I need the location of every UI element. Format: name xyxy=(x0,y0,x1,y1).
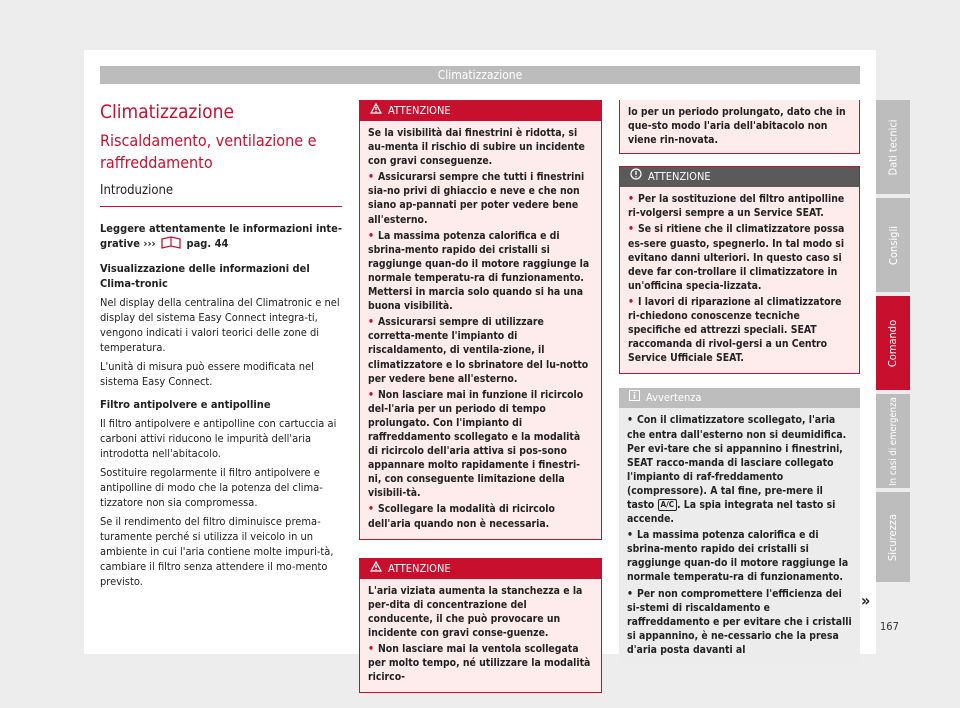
column-intro xyxy=(100,100,342,593)
column-warnings-notes xyxy=(619,100,860,665)
display-info-heading: Visualizzazione delle informazioni del Clima-tronic xyxy=(100,262,310,290)
warning-item: • I lavori di riparazione al climatizzatore ri-chiedono conoscenze tecniche specifiche ed attrezzi speciali. SEAT raccomanda di rivol-gersi a un Centro Service Ufficiale SEAT. xyxy=(628,295,842,365)
note-header xyxy=(619,388,860,408)
warning-box-service xyxy=(619,166,860,374)
page-title: Climatizzazione xyxy=(100,101,234,123)
tab-emergenza[interactable]: In casi di emergenza xyxy=(876,394,910,488)
warning-item: • Scollegare la modalità di ricircolo dell'aria quando non è necessaria. xyxy=(368,503,555,530)
warning-item: • Non lasciare mai la ventola scollegata per molto tempo, né utilizzare la modalità ricirco- xyxy=(368,643,591,684)
warning-body xyxy=(360,579,601,693)
warning-body xyxy=(360,121,601,539)
warning-body: lo per un periodo prolungato, dato che in que-sto modo l'aria dell'abitacolo non viene rin-novata. xyxy=(628,106,846,147)
note-item: • Per non compromettere l'efficienza dei si-stemi di riscaldamento e raffreddamento e per evitare che i cristalli si appannino, è ne-cessario che la presa d'aria posta davanti al xyxy=(627,587,852,656)
caution-circle-icon xyxy=(630,167,642,187)
tab-dati-tecnici[interactable]: Dati tecnici xyxy=(876,100,910,194)
note-item: • Con il climatizzatore scollegato, l'aria che entra dall'esterno non si deumidifica. Per evi-tare che si appannino i finestrini, SEAT racco-manda di lasciare collegato l'impianto di raf-freddamento (compressore). A tal fine, pre-mere il tasto A/C . La spia integrata nel tasto si accende. xyxy=(627,414,847,526)
warning-triangle-icon xyxy=(370,559,382,579)
warning-item: • Se si ritiene che il climatizzatore possa es-sere guasto, spegnerlo. In tal modo si evitano danni ulteriori. In questo caso si deve far con-trollare il climatizzatore in un'officina specia-lizzata. xyxy=(628,223,845,292)
warning-box-continued xyxy=(619,100,860,154)
note-body xyxy=(619,408,860,665)
filter-heading: Filtro antipolvere e antipolline xyxy=(100,398,271,411)
warning-body xyxy=(620,187,859,373)
page-link[interactable]: pag. 44 xyxy=(186,237,229,250)
warning-item: • Non lasciare mai in funzione il ricircolo del-l'aria per un periodo di tempo prolungato. Con l'impianto di raffreddamento scollegato e la modalità di ricircolo dell'aria attiva si pos-sono appannare molto rapidamente i finestri-ni, con conseguente limitazione della visibili-tà. xyxy=(368,388,584,500)
warning-label: ATTENZIONE xyxy=(388,104,451,117)
warning-item: • La massima potenza calorifica e di sbrina-mento rapido dei cristalli si raggiunge quan-do il motore raggiunge la normale temperatu-ra di funzionamento. Mettersi in marcia solo quando si ha una buona visibilità. xyxy=(368,229,590,313)
warning-item: • Assicurarsi sempre di utilizzare corretta-mente l'impianto di riscaldamento, di ventila-zione, il climatizzatore e lo sbrinatore del lu-notto per vedere bene all'esterno. xyxy=(368,316,589,385)
warning-header xyxy=(360,101,601,121)
filter-paragraph-3: Se il rendimento del filtro diminuisce prema-turamente perché si utilizza il veicolo in un ambiente in cui l'aria contiene molte impuri-tà, cambiare il filtro senza attendere il mo-mento previsto. xyxy=(100,515,334,588)
warning-header xyxy=(620,167,859,187)
read-first-note xyxy=(100,221,342,253)
unit-paragraph: L'unità di misura può essere modificata nel sistema Easy Connect. xyxy=(100,360,314,388)
info-icon xyxy=(629,388,640,408)
warning-item: • Per la sostituzione del filtro antipolline ri-volgersi sempre a un Service SEAT. xyxy=(628,193,845,220)
ac-button-icon: A/C xyxy=(658,499,677,511)
section-header-bar: Climatizzazione xyxy=(100,66,860,84)
introduction-heading: Introduzione xyxy=(100,180,342,207)
filter-paragraph-2: Sostituire regolarmente il filtro antipolvere e antipolline di modo che la potenza del clima-tizzatore non sia compromessa. xyxy=(100,466,323,509)
filter-paragraph-1: Il filtro antipolvere e antipolline con cartuccia ai carboni attivi riducono le impurità dell'aria introdotta nell'abitacolo. xyxy=(100,417,337,460)
warning-box-stale-air xyxy=(359,558,602,694)
read-first-arrows: ››› xyxy=(143,237,156,250)
warning-intro: Se la visibilità dai finestrini è ridotta, si au-menta il rischio di subire un incidente con gravi conseguenze. xyxy=(368,127,585,168)
section-subtitle: Riscaldamento, ventilazione e raffreddamento xyxy=(100,131,317,172)
next-page-arrow[interactable]: » xyxy=(861,591,871,610)
book-reference-icon xyxy=(161,236,181,253)
warning-intro: L'aria viziata aumenta la stanchezza e la per-dita di concentrazione del conducente, il che può provocare un incidente con gravi conse-guenze. xyxy=(368,584,583,639)
tab-comando[interactable]: Comando xyxy=(876,296,910,390)
read-first-text: Leggere attentamente le informazioni inte-grative xyxy=(100,222,342,250)
tab-sicurezza[interactable]: Sicurezza xyxy=(876,492,910,582)
display-info-paragraph: Nel display della centralina del Climatronic e nel display del sistema Easy Connect integra-ti, vengono indicati i valori teorici delle zone di temperatura. xyxy=(100,296,340,354)
note-label: Avvertenza xyxy=(646,391,702,405)
note-box xyxy=(619,388,860,665)
warning-box-visibility xyxy=(359,100,602,540)
warning-label: ATTENZIONE xyxy=(388,561,451,575)
warning-item: • Assicurarsi sempre che tutti i finestrini sia-no privi di ghiaccio e neve e che non siano ap-pannati per poter vedere bene all'esterno. xyxy=(368,171,585,226)
column-warnings xyxy=(359,100,602,693)
warning-header xyxy=(360,559,601,579)
note-item: • La massima potenza calorifica e di sbrina-mento rapido dei cristalli si raggiunge quan-do il motore raggiunge la normale temperatu-ra di funzionamento. xyxy=(627,529,849,584)
warning-label: ATTENZIONE xyxy=(648,170,711,184)
tab-consigli[interactable]: Consigli xyxy=(876,198,910,292)
warning-triangle-icon xyxy=(370,101,382,121)
page-number: 167 xyxy=(880,620,899,633)
